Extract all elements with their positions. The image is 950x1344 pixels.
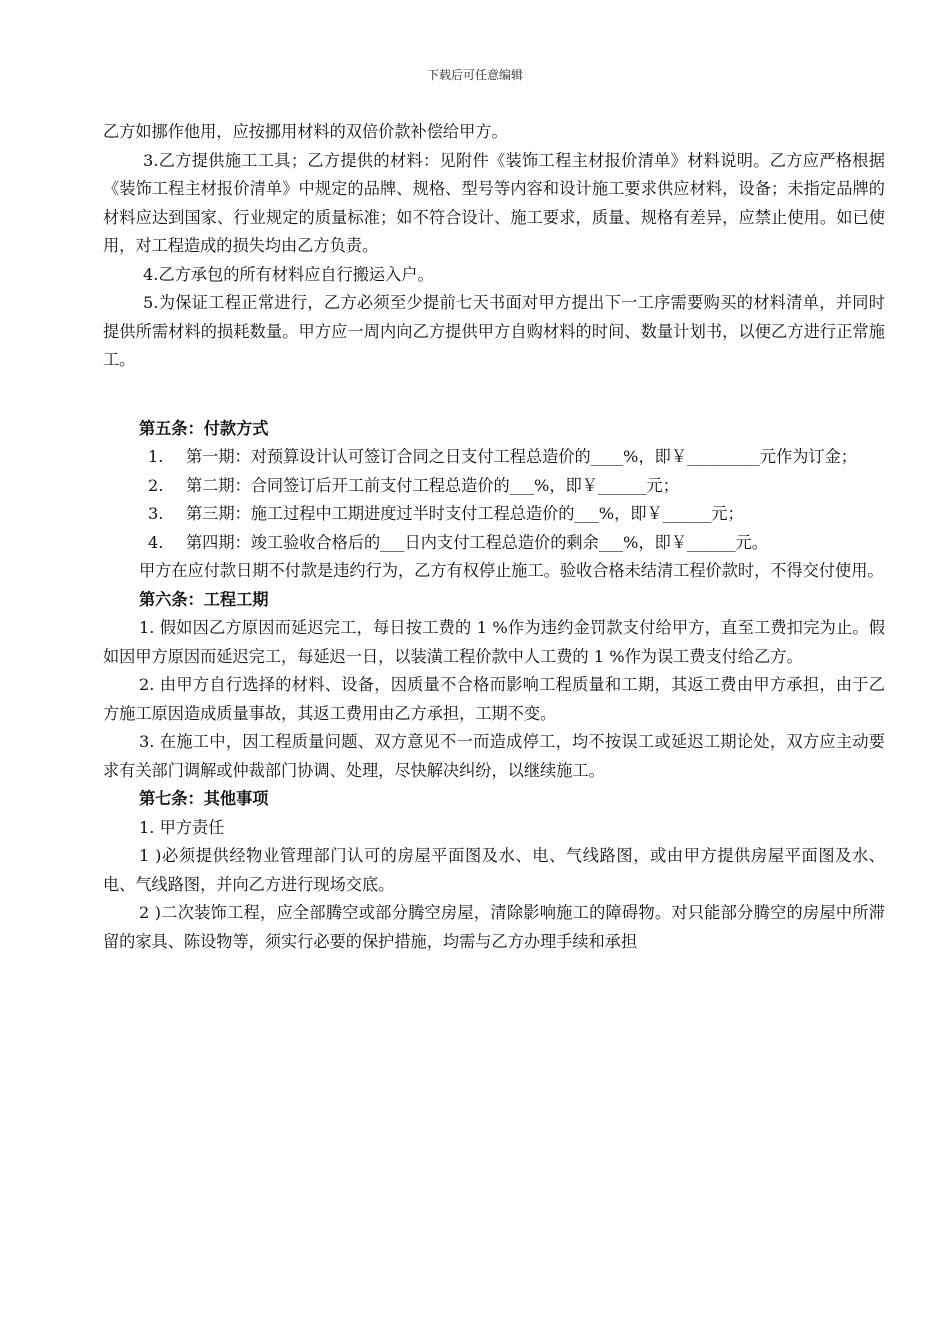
list-text: 第二期：合同签订后开工前支付工程总造价的___%，即￥______元； [186, 475, 679, 495]
paragraph: 2. 由甲方自行选择的材料、设备，因质量不合格而影响工程质量和工期，其返工费由甲方承担，由于乙方施工原因造成质量事故，其返工费用由乙方承担，工期不变。 [103, 675, 885, 723]
paragraph: 2 )二次装饰工程，应全部腾空或部分腾空房屋，清除影响施工的障碍物。对只能部分腾空的房屋中所滞留的家具、陈设物等，须实行必要的保护措施，均需与乙方办理手续和承担 [103, 903, 885, 951]
section-heading: 第七条：其他事项 [139, 789, 269, 808]
paragraph: 4.乙方承包的所有材料应自行搬运入户。 [143, 264, 434, 284]
section-heading: 第五条：付款方式 [139, 418, 269, 438]
subheading: 1. 甲方责任 [139, 817, 225, 837]
paragraph: 5.为保证工程正常进行，乙方必须至少提前七天书面对甲方提出下一工序需要购买的材料清单，并同时提供所需材料的损耗数量。甲方应一周内向乙方提供甲方自购材料的时间、数量计划书，以便乙方进行正常施工。 [103, 293, 885, 369]
list-number: 1. [148, 447, 164, 466]
list-text: 第三期：施工过程中工期进度过半时支付工程总造价的___%，即￥______元； [186, 504, 744, 523]
list-item [103, 529, 885, 558]
document-body [103, 118, 885, 956]
list-text: 第一期：对预算设计认可签订合同之日支付工程总造价的____%，即￥_________元作为订金； [186, 447, 857, 466]
list-text: 第四期：竣工验收合格后的___日内支付工程总造价的剩余___%，即￥______元。 [186, 532, 768, 552]
spacer [103, 375, 885, 415]
list-number: 3. [148, 504, 164, 523]
list-number: 2. [148, 475, 164, 495]
section-heading: 第六条：工程工期 [139, 589, 269, 609]
paragraph: 乙方如挪作他用，应按挪用材料的双倍价款补偿给甲方。 [103, 122, 508, 141]
page-header: 下载后可任意编辑 [426, 68, 523, 82]
list-item [103, 443, 885, 472]
paragraph: 1. 假如因乙方原因而延迟完工，每日按工费的 1 %作为违约金罚款支付给甲方，直至工费扣完为止。假如因甲方原因而延迟完工，每延迟一日，以装潢工程价款中人工费的 1 %作为误工费支付给乙方。 [103, 618, 885, 666]
paragraph: 3.乙方提供施工工具；乙方提供的材料：见附件《装饰工程主材报价清单》材料说明。乙方应严格根据《装饰工程主材报价清单》中规定的品牌、规格、型号等内容和设计施工要求供应材料，设备；未指定品牌的材料应达到国家、行业规定的质量标准；如不符合设计、施工要求，质量、规格有差异，应禁止使用。如已使用，对工程造成的损失均由乙方负责。 [103, 150, 885, 255]
list-item [103, 500, 885, 529]
list-item [103, 472, 885, 501]
list-number: 4. [148, 532, 164, 552]
paragraph: 3. 在施工中，因工程质量问题、双方意见不一而造成停工，均不按误工或延迟工期论处，双方应主动要求有关部门调解或仲裁部门协调、处理，尽快解决纠纷，以继续施工。 [103, 732, 885, 780]
paragraph: 甲方在应付款日期不付款是违约行为，乙方有权停止施工。验收合格未结清工程价款时，不得交付使用。 [139, 561, 884, 580]
paragraph: 1 )必须提供经物业管理部门认可的房屋平面图及水、电、气线路图，或由甲方提供房屋平面图及水、电、气线路图，并向乙方进行现场交底。 [103, 846, 885, 894]
